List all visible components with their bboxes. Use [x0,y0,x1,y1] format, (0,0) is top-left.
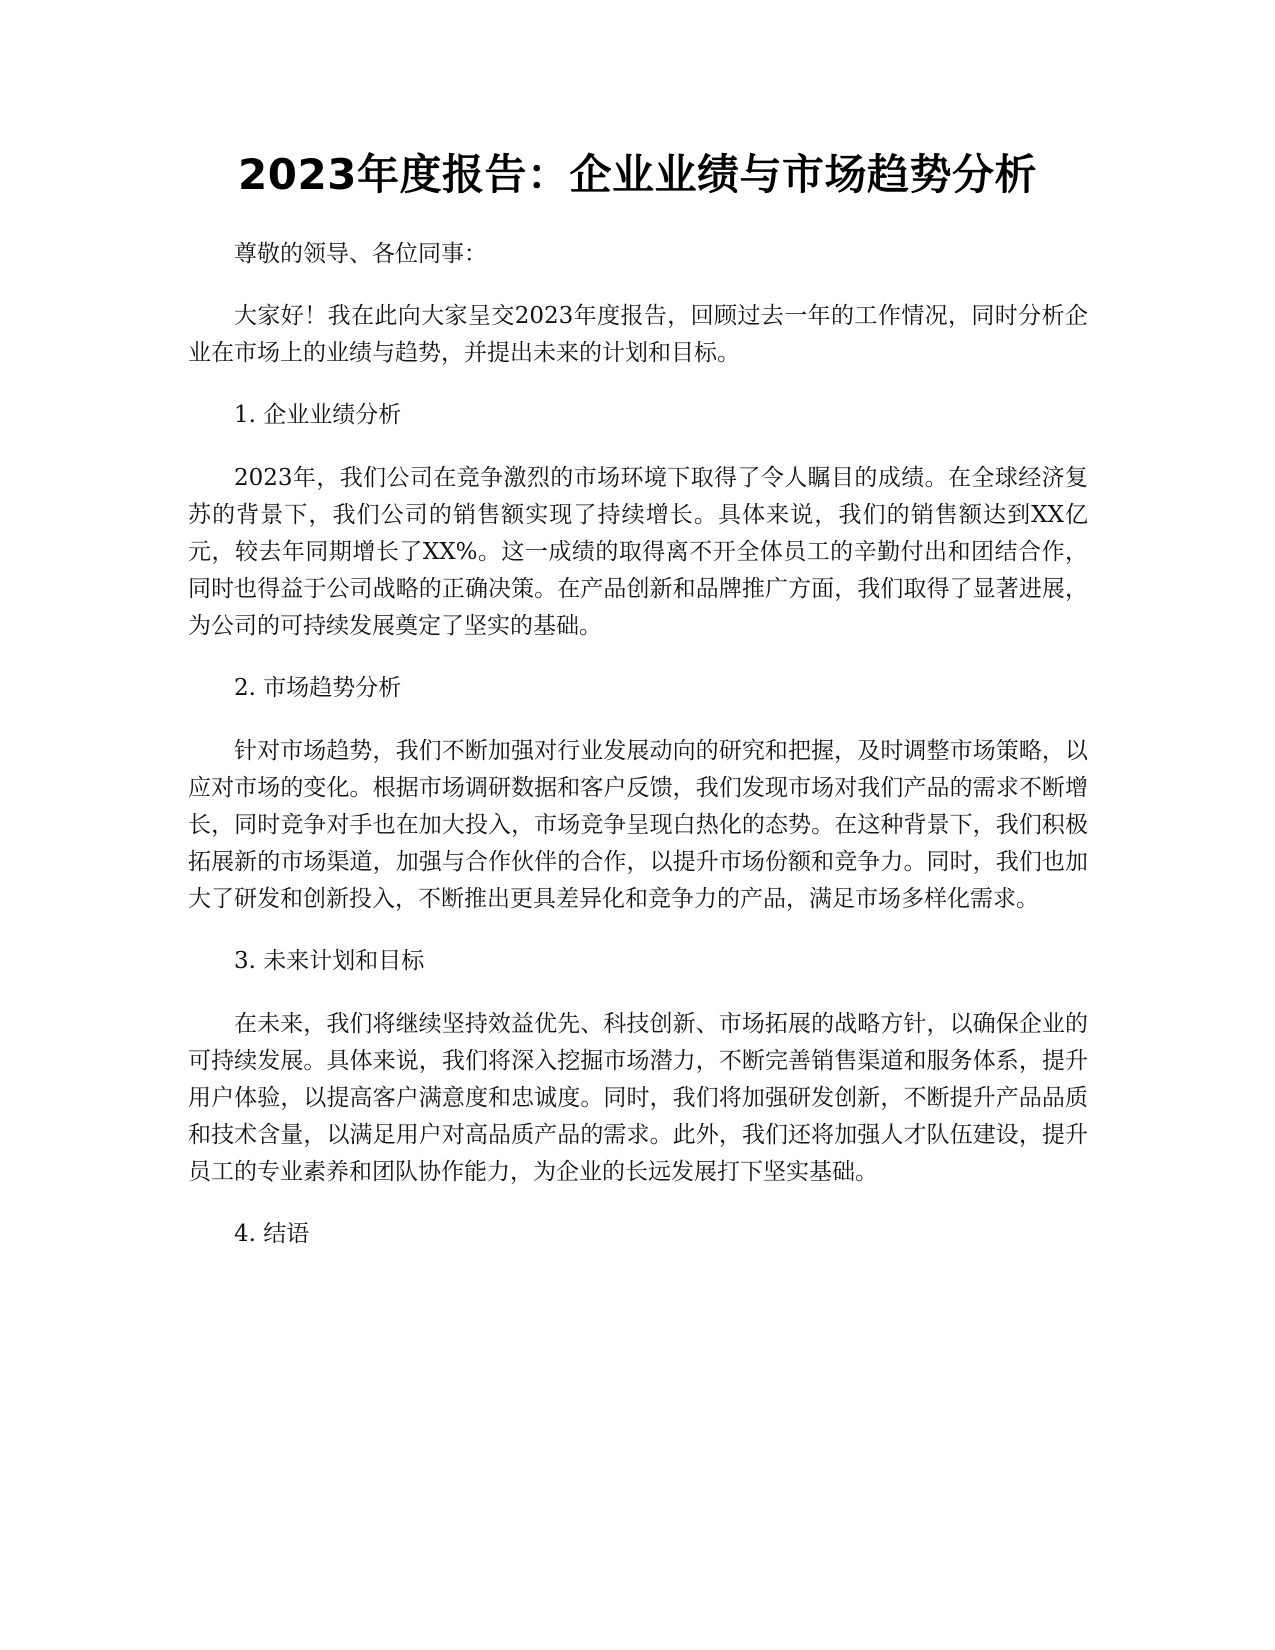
section-heading-market-trends: 2. 市场趋势分析 [234,675,402,701]
section-heading-performance: 1. 企业业绩分析 [234,402,402,428]
section-text-future-plans: 在未来，我们将继续坚持效益优先、科技创新、市场拓展的战略方针，以确保企业的可持续发展。具体来说，我们将深入挖掘市场潜力，不断完善销售渠道和服务体系，提升用户体验，以提高客户满意度和忠诚度。同时，我们将加强研发创新，不断提升产品品质和技术含量，以满足用户对高品质产品的需求。此外，我们还将加强人才队伍建设，提升员工的专业素养和团队协作能力，为企业的长远发展打下坚实基础。 [188,1011,1088,1185]
section-heading-future-plans: 3. 未来计划和目标 [234,948,425,974]
document-body [188,236,1088,1279]
section-heading-conclusion: 4. 结语 [234,1221,310,1247]
intro-paragraph: 大家好！我在此向大家呈交2023年度报告，回顾过去一年的工作情况，同时分析企业在市场上的业绩与趋势，并提出未来的计划和目标。 [188,303,1088,366]
salutation: 尊敬的领导、各位同事： [234,241,487,267]
document-title: 2023年度报告：企业业绩与市场趋势分析 [238,150,1037,199]
section-text-market-trends: 针对市场趋势，我们不断加强对行业发展动向的研究和把握，及时调整市场策略，以应对市场的变化。根据市场调研数据和客户反馈，我们发现市场对我们产品的需求不断增长，同时竞争对手也在加大投入，市场竞争呈现白热化的态势。在这种背景下，我们积极拓展新的市场渠道，加强与合作伙伴的合作，以提升市场份额和竞争力。同时，我们也加大了研发和创新投入，不断推出更具差异化和竞争力的产品，满足市场多样化需求。 [188,738,1088,912]
section-text-performance: 2023年，我们公司在竞争激烈的市场环境下取得了令人瞩目的成绩。在全球经济复苏的背景下，我们公司的销售额实现了持续增长。具体来说，我们的销售额达到XX亿元，较去年同期增长了XX%。这一成绩的取得离不开全体员工的辛勤付出和团结合作，同时也得益于公司战略的正确决策。在产品创新和品牌推广方面，我们取得了显著进展，为公司的可持续发展奠定了坚实的基础。 [188,465,1088,639]
